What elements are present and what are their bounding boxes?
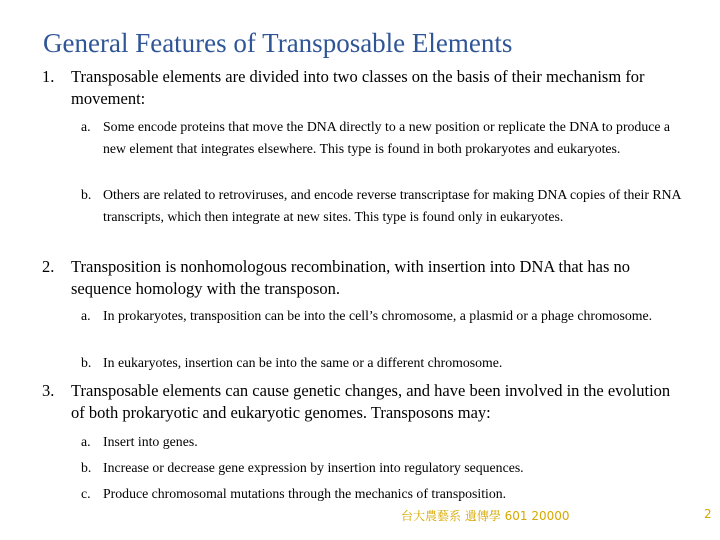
point-number: 3.: [42, 381, 55, 400]
point-1: [42, 66, 682, 109]
point-3-sub-a: [81, 431, 686, 453]
sub-number: b.: [81, 460, 92, 475]
point-text: Transposable elements are divided into two classes on the basis of their mechanism for movement:: [71, 67, 645, 108]
point-2: [42, 256, 682, 299]
point-1-sub-a: [81, 116, 686, 159]
sub-number: a.: [81, 119, 91, 134]
point-2-sub-a: [81, 305, 686, 327]
sub-text: Insert into genes.: [103, 434, 198, 449]
footer-text: 台大農藝系 遺傳學 601 20000: [401, 509, 570, 523]
point-3-sub-c: [81, 483, 686, 505]
sub-text: Some encode proteins that move the DNA directly to a new position or replicate the DNA to produce a new element that integrates elsewhere. This type is found in both prokaryotes and eukaryotes.: [103, 119, 671, 156]
point-1-sub-b: [81, 184, 686, 227]
sub-number: a.: [81, 308, 91, 323]
point-number: 2.: [42, 257, 55, 276]
slide-title: General Features of Transposable Elements: [43, 28, 513, 58]
sub-number: b.: [81, 187, 92, 202]
page-number: 2: [704, 507, 712, 521]
point-3-sub-b: [81, 457, 686, 479]
point-3: [42, 380, 682, 423]
sub-text: In eukaryotes, insertion can be into the same or a different chromosome.: [103, 355, 503, 370]
point-number: 1.: [42, 67, 55, 86]
point-text: Transposition is nonhomologous recombination, with insertion into DNA that has no sequence homology with the transposon.: [71, 257, 631, 298]
point-2-sub-b: [81, 352, 686, 374]
sub-text: In prokaryotes, transposition can be into the cell’s chromosome, a plasmid or a phage chromosome.: [103, 308, 653, 323]
sub-text: Produce chromosomal mutations through the mechanics of transposition.: [103, 486, 507, 501]
sub-text: Increase or decrease gene expression by insertion into regulatory sequences.: [103, 460, 524, 475]
sub-text: Others are related to retroviruses, and encode reverse transcriptase for making DNA copies of their RNA transcripts, which then integrate at new sites. This type is found only in eukaryotes.: [103, 187, 681, 224]
point-text: Transposable elements can cause genetic changes, and have been involved in the evolution of both prokaryotic and eukaryotic genomes. Transposons may:: [71, 381, 671, 422]
sub-number: a.: [81, 434, 91, 449]
sub-number: c.: [81, 486, 91, 501]
sub-number: b.: [81, 355, 92, 370]
